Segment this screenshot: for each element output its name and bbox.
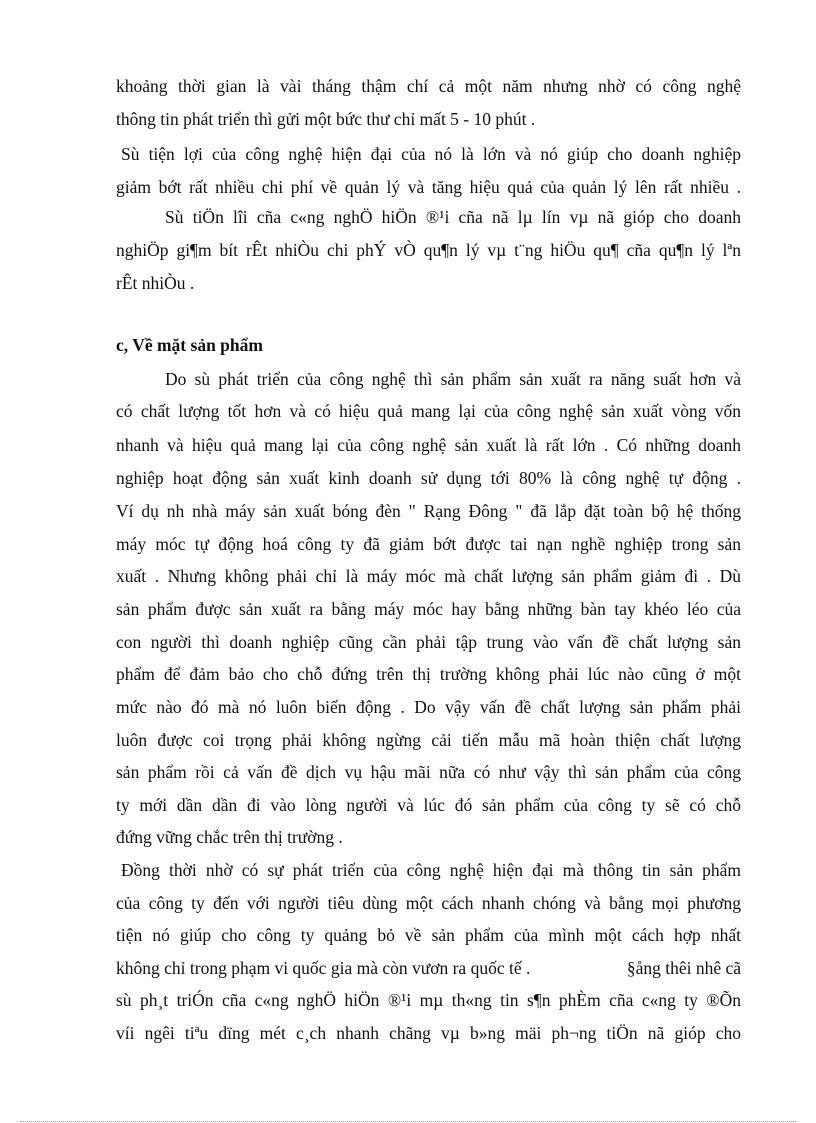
text-line: nghiệp hoạt động sản xuất kinh doanh sử dụng tới 80% là công nghệ tự động . (116, 468, 741, 488)
text-line: mức nào đó mà nó luôn biến động . Do vậy vấn đề chất lượng sản phẩm phải (116, 697, 741, 717)
text-line: Sù tiện lợi của công nghệ hiện đại của nó là lớn và nó giúp cho doanh nghiệp (121, 144, 741, 164)
text-line: máy móc tự động hoá công ty đã giảm bớt được tai nạn nghề nghiệp trong sản (116, 534, 741, 554)
page-bottom-divider (20, 1121, 796, 1122)
text-line: rÊt nhiÒu . (116, 273, 195, 293)
text-line: nhanh và hiệu quả mang lại của công nghệ sản xuất là rất lớn . Có những doanh (116, 435, 741, 455)
text-line: tiện nó giúp cho công ty quảng bỏ về sản phẩm của mình một cách hợp nhất (116, 925, 741, 945)
section-heading: c, Về mặt sản phẩm (116, 335, 263, 355)
text-line: Do sù phát triển của công nghệ thì sản phẩm sản xuất ra năng suất hơn và (165, 369, 741, 389)
text-line: của công ty đến với người tiêu dùng một cách nhanh chóng và bằng mọi phương (116, 893, 741, 913)
text-line: luôn được coi trọng phải không ngừng cải tiến mẫu mã hoàn thiện chất lượng (116, 730, 741, 750)
text-line: giảm bớt rất nhiều chi phí về quản lý và tăng hiệu quả của quản lý lên rất nhiều . (116, 177, 741, 197)
text-line-mixed (116, 957, 741, 979)
text-line: con người thì doanh nghiệp cũng cần phải tập trung vào vấn đề chất lượng sản (116, 632, 741, 652)
text-segment: không chỉ trong phạm vi quốc gia mà còn vươn ra quốc tế . (116, 958, 531, 978)
text-line: có chất lượng tốt hơn và có hiệu quả mang lại của công nghệ sản xuất vòng vốn (116, 401, 741, 421)
text-line: Ví dụ nh nhà máy sản xuất bóng đèn " Rạng Đông " đã lắp đặt toàn bộ hệ thống (116, 501, 741, 521)
text-line: khoảng thời gian là vài tháng thậm chí cả một năm nhưng nhờ có công nghệ (116, 76, 741, 96)
text-line: sản phẩm rồi cả vấn đề dịch vụ hậu mãi nữa có như vậy thì sản phẩm của công (116, 762, 741, 782)
text-line: nghiÖp gi¶m bít rÊt nhiÒu chi phÝ vÒ qu¶n lý vµ t¨ng hiÖu qu¶ cña qu¶n lý lªn (116, 240, 741, 260)
text-segment: §ång thêi nhê cã (626, 958, 741, 978)
text-line: phẩm để đảm bảo cho chỗ đứng trên thị trường không phải lúc nào cũng ở một (116, 664, 741, 684)
text-line: ty mới dần dần đi vào lòng người và lúc đó sản phẩm của công ty sẽ có chỗ (116, 795, 741, 815)
text-line: víi ngêi tiªu dïng mét c¸ch nhanh chãng vµ b»ng mäi ph¬ng tiÖn nã gióp cho (116, 1023, 741, 1043)
text-line: xuất . Nhưng không phải chỉ là máy móc mà chất lượng sản phẩm giảm đi . Dù (116, 566, 741, 586)
text-line: thông tin phát triển thì gửi một bức thư chỉ mất 5 - 10 phút . (116, 109, 536, 129)
text-line: Sù tiÖn lîi cña c«ng nghÖ hiÖn ®¹i cña nã lµ lín vµ nã gióp cho doanh (165, 207, 741, 227)
text-line: sản phẩm được sản xuất ra bằng máy móc hay bằng những bàn tay khéo léo của (116, 599, 741, 619)
text-line: Đồng thời nhờ có sự phát triển của công nghệ hiện đại mà thông tin sản phẩm (121, 860, 741, 880)
text-line: đứng vững chắc trên thị trường . (116, 827, 343, 847)
text-line: sù ph¸t triÓn cña c«ng nghÖ hiÖn ®¹i mµ th«ng tin s¶n phÈm cña c«ng ty ®Õn (116, 990, 741, 1010)
